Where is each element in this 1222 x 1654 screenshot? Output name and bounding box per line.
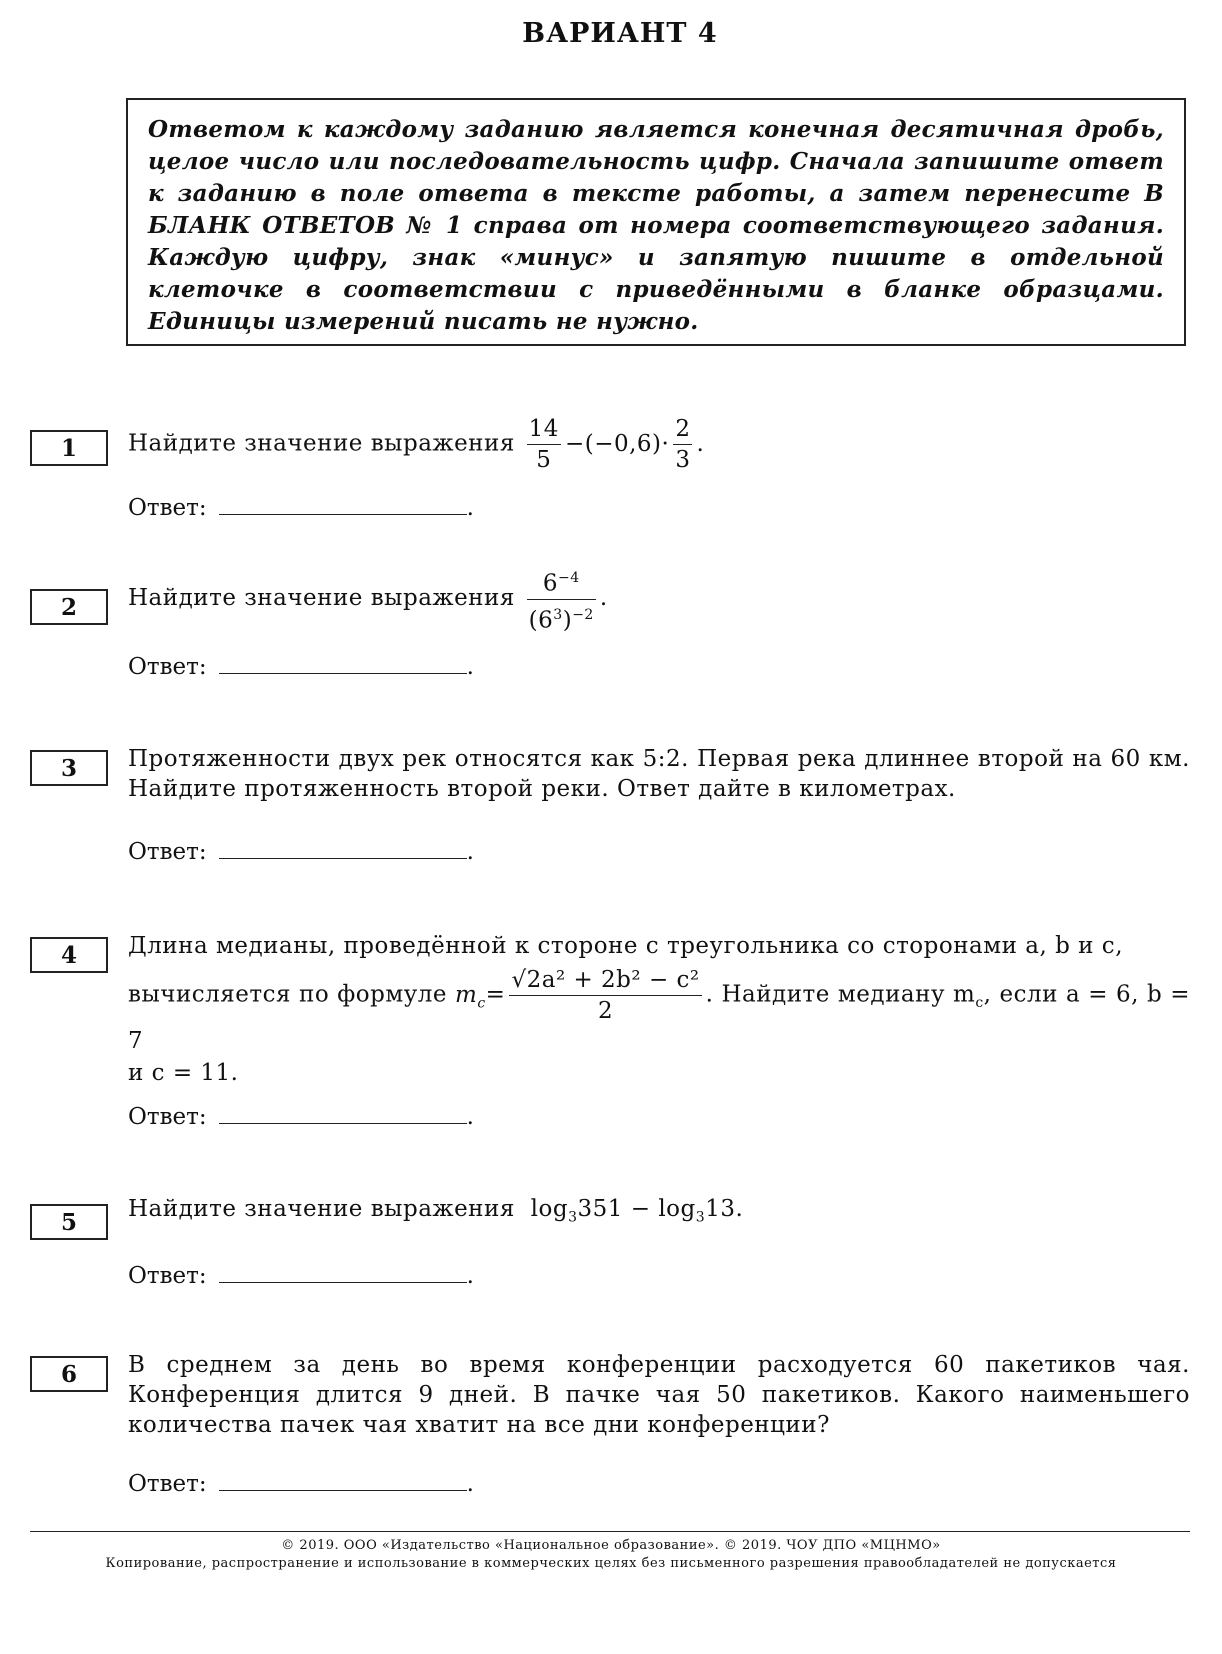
task-line-3: и c = 11. (128, 1060, 239, 1086)
answer-line[interactable] (219, 649, 467, 674)
task-expression: $\frac{6^{-4}}{(6^3)^{-2}}$ . (523, 585, 608, 611)
instructions-box (126, 98, 1186, 346)
answer-field[interactable]: Ответ: . (128, 649, 474, 680)
footer-divider (30, 1531, 1190, 1532)
answer-line[interactable] (219, 1466, 467, 1491)
task-number: 2 (30, 589, 108, 625)
task-number: 6 (30, 1356, 108, 1392)
task-number: 1 (30, 430, 108, 466)
task-text: В среднем за день во время конференции расходуется 60 пакетиков чая. Конференция длится 9 дней. В пачке чая 50 пакетиков. Какого наименьшего количества пачек чая хватит на все дни конференции? (128, 1352, 1190, 1438)
footer-notice: Копирование, распространение и использование в коммерческих целях без письменного разрешения правообладателей не допускается (105, 1556, 1117, 1571)
task-expression: $\frac{14}{5}$ −(−0,6)· $\frac{2}{3}$ . (528, 416, 705, 473)
task-prompt: Найдите значение выражения (128, 585, 515, 612)
task-number: 4 (30, 937, 108, 973)
answer-line[interactable] (219, 834, 467, 859)
median-formula: $\frac{\text{√2a² + 2b² − c²}}{2}$ (511, 967, 700, 1024)
answer-field[interactable]: Ответ: . (128, 1099, 474, 1130)
answer-field[interactable]: Ответ: . (128, 1466, 474, 1497)
answer-field[interactable]: Ответ: . (128, 834, 474, 865)
answer-field[interactable]: Ответ: . (128, 490, 474, 521)
footer-copyright: © 2019. ООО «Издательство «Национальное образование». © 2019. ЧОУ ДПО «МЦНМО» (281, 1538, 941, 1553)
task-number: 3 (30, 750, 108, 786)
task-line-1: Длина медианы, проведённой к стороне c треугольника со сторонами a, b и c, (128, 933, 1124, 959)
task-prompt: Найдите значение выражения (128, 1196, 515, 1222)
task-expression: $\log_3351 - \log_313$. (530, 1196, 744, 1226)
instructions-text: Ответом к каждому заданию является конечная десятичная дробь, целое число или последовательность цифр. Сначала запишите ответ к заданию в поле ответа в тексте работы, а затем перенесите В БЛАНК ОТВЕТОВ № 1 справа от номера соответствующего задания. Каждую цифру, знак «минус» и запятую пишите в отдельной клеточке в соответствии с приведёнными в бланке образцами. Единицы измерений писать не нужно. (148, 116, 1164, 335)
answer-field[interactable]: Ответ: . (128, 1258, 474, 1289)
page-title: ВАРИАНТ 4 (522, 18, 718, 49)
task-prompt: Найдите значение выражения (128, 430, 515, 457)
task-text: Протяженности двух рек относятся как 5:2. Первая река длиннее второй на 60 км. Найдите протяженность второй реки. Ответ дайте в километрах. (128, 746, 1190, 802)
answer-line[interactable] (219, 1099, 467, 1124)
answer-line[interactable] (219, 490, 467, 515)
answer-line[interactable] (219, 1258, 467, 1283)
task-number: 5 (30, 1204, 108, 1240)
